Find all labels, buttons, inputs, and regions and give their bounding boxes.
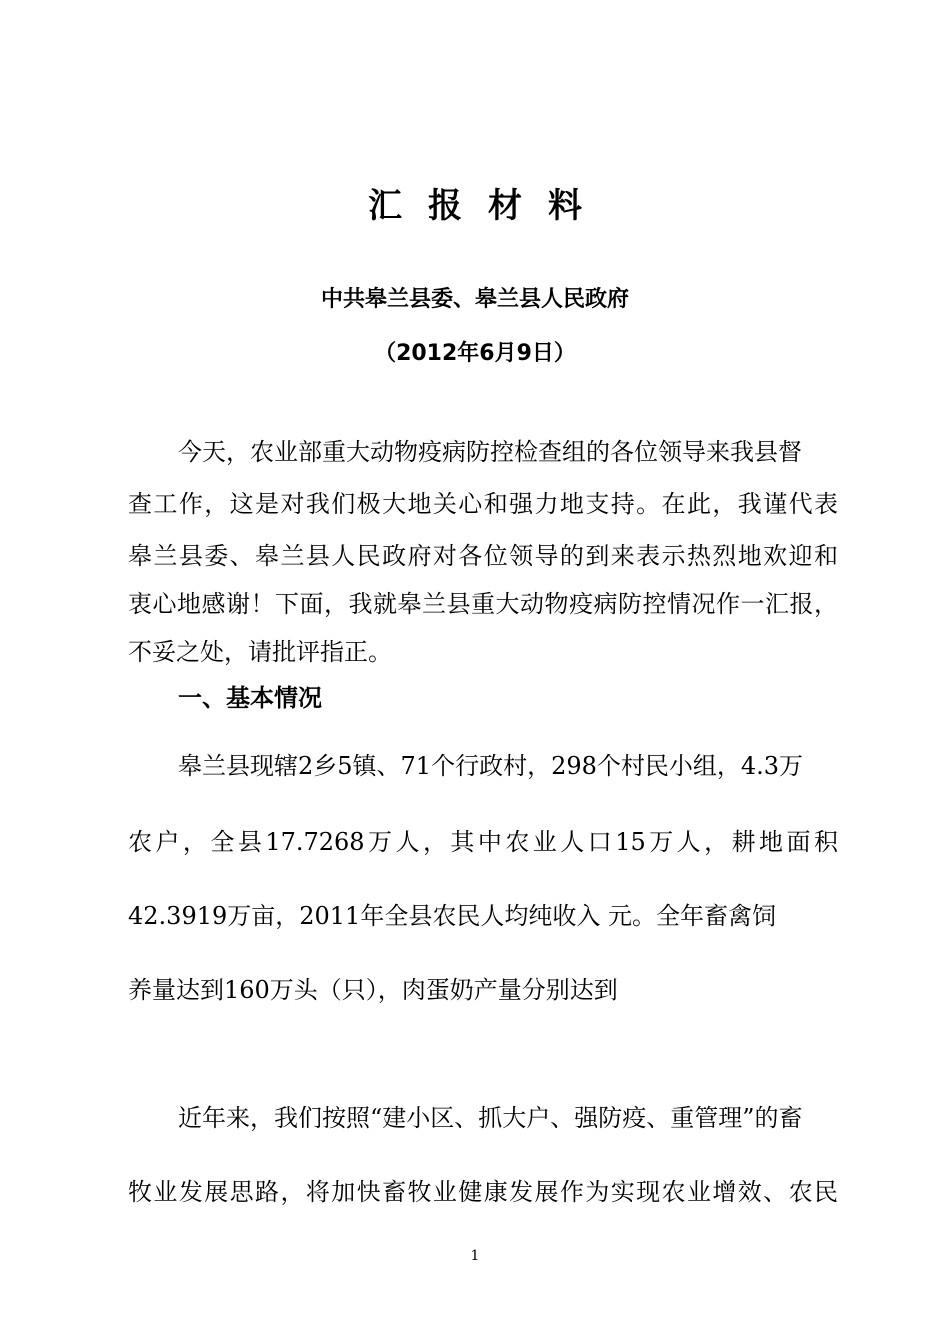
document-title: 汇报材料: [368, 186, 608, 226]
intro-line: 皋兰县委、皋兰县人民政府对各位领导的到来表示热烈地欢迎和: [128, 542, 838, 570]
paragraph-line: 牧业发展思路，将加快畜牧业健康发展作为实现农业增效、农民: [128, 1178, 838, 1206]
section-line: 42.3919万亩，2011年全县农民人均纯收入 元。全年畜禽饲: [128, 902, 776, 930]
section-heading: 一、基本情况: [178, 684, 322, 712]
section-line: 养量达到160万头（只），肉蛋奶产量分别达到: [128, 976, 618, 1004]
intro-line: 不妥之处，请批评指正。: [128, 638, 392, 666]
section-line: 皋兰县现辖2乡5镇、71个行政村，298个村民小组，4.3万: [178, 752, 804, 780]
intro-line: 今天，农业部重大动物疫病防控检查组的各位领导来我县督: [178, 438, 802, 466]
document-organization: 中共皋兰县委、皋兰县人民政府: [320, 287, 629, 312]
intro-line: 查工作，这是对我们极大地关心和强力地支持。在此，我谨代表: [128, 490, 838, 518]
page-number: 1: [470, 1248, 480, 1264]
intro-line: 衷心地感谢！下面，我就皋兰县重大动物疫病防控情况作一汇报，: [128, 590, 838, 618]
paragraph-line: 近年来，我们按照“建小区、抓大户、强防疫、重管理”的畜: [178, 1104, 803, 1132]
document-date: （2012年6月9日）: [374, 341, 576, 366]
section-line: 农户，全县17.7268万人，其中农业人口15万人，耕地面积: [128, 828, 838, 856]
